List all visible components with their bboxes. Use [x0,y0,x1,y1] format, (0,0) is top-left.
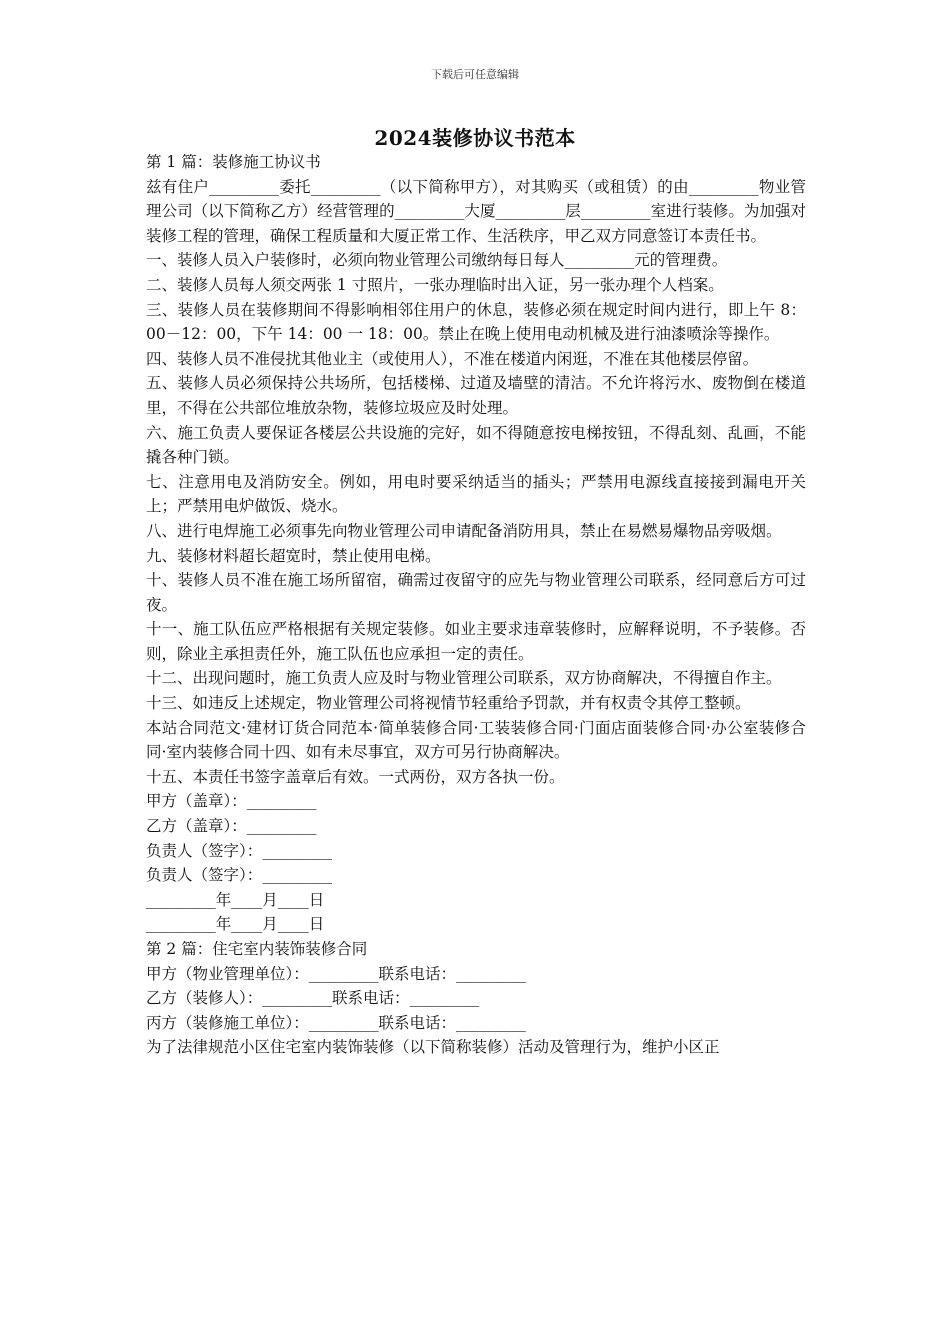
clause-7: 七、注意用电及消防安全。例如，用电时要采纳适当的插头；严禁用电源线直接接到漏电开关上；严禁用电炉做饭、烧水。 [146,472,806,516]
party-c-contact: 丙方（装修施工单位）：_________联系电话：_________ [146,1013,526,1032]
date-line-1: _________年____月____日 [146,890,325,909]
clause-5: 五、装修人员必须保持公共场所，包括楼梯、过道及墙壁的清洁。不允许将污水、废物倒在楼道里，不得在公共部位堆放杂物，装修垃圾应及时处理。 [146,374,806,417]
signature-party-a: 甲方（盖章）：_________ [146,792,317,811]
clause-3: 三、装修人员在装修期间不得影响相邻住用户的休息，装修必须在规定时间内进行，即上午 8：00－12：00，下午 14：00 一 18：00。禁止在晚上使用电动机械及进行油漆喷涂等操作。 [146,300,806,344]
clause-8: 八、进行电焊施工必须事先向物业管理公司申请配备消防用具，禁止在易燃易爆物品旁吸烟。 [146,521,782,540]
signature-responsible-1: 负责人（签字）：_________ [146,841,333,860]
paragraph-intro: 兹有住户_________委托_________（以下简称甲方），对其购买（或租赁）的由_________物业管理公司（以下简称乙方）经营管理的_________大厦_________层_________室进行装修。为加强对装修工程的管理，确保工程质量和大厦正常工作、生活秩序，甲乙双方同意签订本责任书。 [146,177,806,245]
clause-6: 六、施工负责人要保证各楼层公共设施的完好，如不得随意按电梯按钮，不得乱刻、乱画，不能撬各种门锁。 [146,423,806,467]
party-a-contact: 甲方（物业管理单位）：_________联系电话：_________ [146,964,526,983]
clause-14: 本站合同范文·建材订货合同范本·简单装修合同·工装装修合同·门面店面装修合同·办公室装修合同·室内装修合同十四、如有未尽事宜，双方可另行协商解决。 [146,718,806,762]
clause-2: 二、装修人员每人须交两张 1 寸照片，一张办理临时出入证，另一张办理个人档案。 [146,275,724,294]
section-heading-1: 第 1 篇：装修施工协议书 [146,153,321,171]
document-title: 2024装修协议书范本 [374,126,576,150]
clause-10: 十、装修人员不准在施工场所留宿，确需过夜留守的应先与物业管理公司联系，经同意后方可过夜。 [146,571,806,614]
clause-4: 四、装修人员不准侵扰其他业主（或使用人），不准在楼道内闲逛，不准在其他楼层停留。 [146,349,759,368]
section-heading-2: 第 2 篇：住宅室内装饰装修合同 [146,940,368,958]
date-line-2: _________年____月____日 [146,915,325,934]
signature-party-b: 乙方（盖章）：_________ [146,817,317,836]
clause-1: 一、装修人员入户装修时，必须向物业管理公司缴纳每日每人_________元的管理费。 [146,251,728,270]
paragraph-purpose: 为了法律规范小区住宅室内装饰装修（以下简称装修）活动及管理行为，维护小区正 [146,1038,720,1057]
signature-responsible-2: 负责人（签字）：_________ [146,866,333,885]
header-note: 下载后可任意编辑 [431,68,519,81]
clause-13: 十三、如违反上述规定，物业管理公司将视情节轻重给予罚款，并有权责令其停工整顿。 [146,694,751,713]
clause-9: 九、装修材料超长超宽时，禁止使用电梯。 [146,546,441,565]
clause-11: 十一、施工队伍应严格根据有关规定装修。如业主要求违章装修时，应解释说明，不予装修。否则，除业主承担责任外，施工队伍也应承担一定的责任。 [146,620,806,663]
document-body [146,150,806,1060]
clause-15: 十五、本责任书签字盖章后有效。一式两份，双方各执一份。 [146,767,565,786]
party-b-contact: 乙方（装修人）：_________联系电话：_________ [146,989,480,1008]
clause-12: 十二、出现问题时，施工负责人应及时与物业管理公司联系，双方协商解决，不得擅自作主。 [146,669,782,688]
